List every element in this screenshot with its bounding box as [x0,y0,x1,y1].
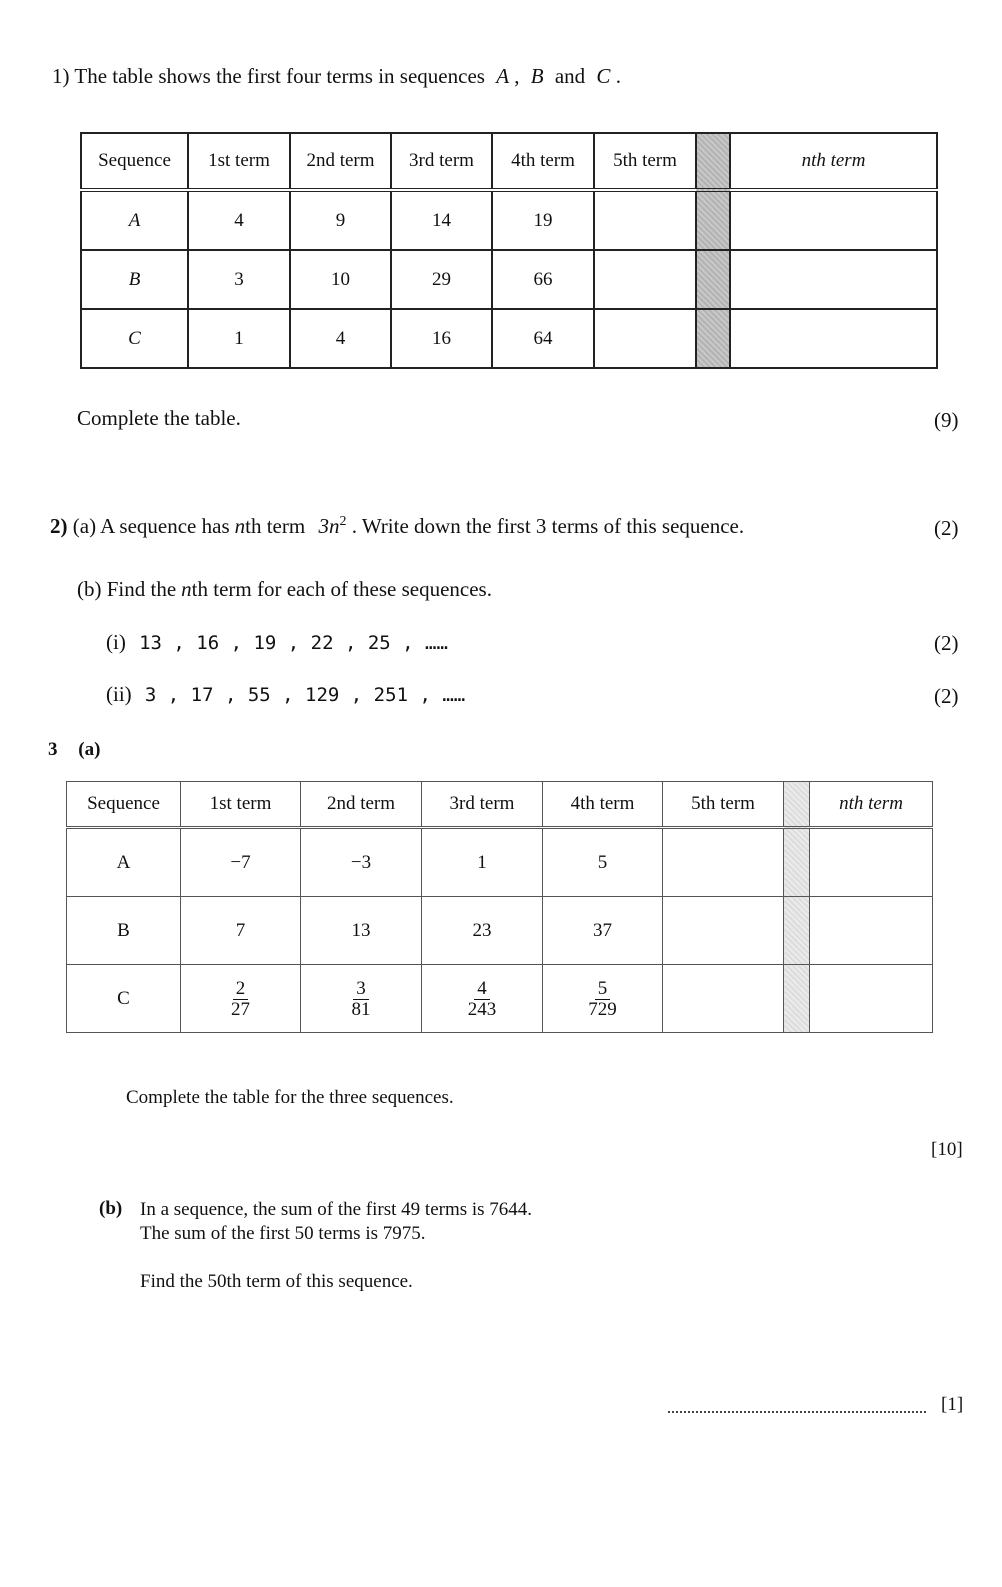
q1-answer-cell-5th[interactable] [594,190,696,250]
q1-answer-cell-5th[interactable] [594,250,696,309]
q3-sequence-table [66,781,933,1033]
q2-part-b [77,577,492,602]
q1-row-label: B [81,250,188,309]
q2-part-a-text-1: A sequence has [100,514,230,538]
fraction-denominator: 27 [231,998,250,1020]
fraction-numerator: 2 [233,979,249,1000]
q1-cell: 1 [188,309,290,368]
q1-table-row-c [81,309,937,368]
q1-period: . [615,64,621,88]
q3-number: 3 [48,739,58,760]
q1-cell: 66 [492,250,594,309]
fraction-denominator: 81 [351,998,371,1020]
q2-part-b-text-1: Find the [106,577,177,601]
q1-cell: 19 [492,190,594,250]
q3-cell: 37 [543,897,663,965]
q3-answer-cell-5th[interactable] [663,828,784,897]
q3-row-label: B [67,897,181,965]
q1-number: 1) [52,64,70,88]
q2-part-a-text-3: . Write down the first 3 terms of this sequence. [351,514,745,538]
q3-part-b-line-3: Find the 50th term of this sequence. [140,1271,413,1292]
q1-header-nth-term: nth term [730,133,937,190]
q1-shaded-cell [696,309,730,368]
q3-instruction: Complete the table for the three sequences. [126,1087,454,1108]
fraction [585,979,620,1020]
q2-part-b-label: (b) [77,577,102,601]
q3-table-row-c [67,965,933,1033]
q2-part-a-label: (a) [72,514,97,538]
q3-part-b-line-2: The sum of the first 50 terms is 7975. [140,1223,426,1244]
q3-answer-cell-5th[interactable] [663,897,784,965]
q2-expr-exponent: 2 [339,514,347,529]
q1-cell: 3 [188,250,290,309]
q3-cell: 13 [301,897,422,965]
q2-part-ii [106,682,465,707]
q1-and: and [554,64,586,88]
fraction [465,979,500,1020]
q2-expression [318,514,346,538]
q3-cell [543,965,663,1033]
q3-shaded-cell [784,897,810,965]
q3-shaded-cell [784,965,810,1033]
q2-nth-symbol: n [234,514,246,538]
q1-seq-c: C [596,64,611,88]
q3-part-a-label: (a) [78,739,101,760]
fraction-denominator: 729 [588,998,617,1020]
q3-table-row-a [67,828,933,897]
q2-expr-base: 3n [318,514,340,538]
q3-answer-line[interactable] [668,1411,926,1413]
q3-header-term-3: 3rd term [422,782,543,828]
q3-row-label: C [67,965,181,1033]
q3-header-term-1: 1st term [181,782,301,828]
q3-cell [301,965,422,1033]
q1-cell: 14 [391,190,492,250]
q1-cell: 64 [492,309,594,368]
q1-intro: The table shows the first four terms in sequences [74,64,485,88]
fraction [349,979,374,1020]
fraction [228,979,253,1020]
q3-cell: 1 [422,828,543,897]
q2-part-i-label: (i) [106,630,126,654]
q1-cell: 9 [290,190,391,250]
q1-comma: , [514,64,520,88]
q3-row-label: A [67,828,181,897]
q2-part-b-text-2: th term for each of these sequences. [191,577,492,601]
q3-answer-cell-nth[interactable] [810,897,933,965]
q1-header-term-3: 3rd term [391,133,492,190]
q1-seq-b: B [530,64,544,88]
q3-cell [181,965,301,1033]
q2-part-ii-label: (ii) [106,682,132,706]
q3-answer-cell-nth[interactable] [810,965,933,1033]
q3-cell: −7 [181,828,301,897]
q1-row-label: A [81,190,188,250]
q1-marks: (9) [934,408,959,432]
fraction-numerator: 5 [595,979,611,1000]
q3-cell: 23 [422,897,543,965]
q1-header-sequence: Sequence [81,133,188,190]
q1-cell: 4 [188,190,290,250]
q3-answer-cell-5th[interactable] [663,965,784,1033]
q2-part-a-text-2: th term [245,514,306,538]
q1-header-term-4: 4th term [492,133,594,190]
q3-table-header-row [67,782,933,828]
q2-nth-symbol: n [181,577,192,601]
q1-table-row-b [81,250,937,309]
q3-cell: 7 [181,897,301,965]
q3-part-b-label: (b) [99,1198,123,1219]
q1-answer-cell-nth[interactable] [730,309,937,368]
q3-shaded-cell [784,828,810,897]
q2-part-ii-marks: (2) [934,684,959,708]
q2-part-i-marks: (2) [934,631,959,655]
q1-seq-a: A [496,64,510,88]
q3-part-a-marks: [10] [931,1139,963,1160]
q3-header-sequence: Sequence [67,782,181,828]
q1-answer-cell-nth[interactable] [730,250,937,309]
fraction-numerator: 4 [474,979,490,1000]
fraction-numerator: 3 [353,979,369,1000]
q1-sequence-table [80,132,938,369]
q1-shaded-cell [696,190,730,250]
q1-cell: 10 [290,250,391,309]
fraction-denominator: 243 [467,998,497,1020]
q2-part-ii-sequence: 3 , 17 , 55 , 129 , 251 , …… [144,684,466,706]
q1-heading [52,64,621,89]
q3-part-b-line-1: In a sequence, the sum of the first 49 terms is 7644. [140,1199,533,1220]
q3-answer-cell-nth[interactable] [810,828,933,897]
q3-part-b-text [140,1198,532,1294]
q3-shaded-column [784,782,810,828]
q3-cell: −3 [301,828,422,897]
q1-header-term-5: 5th term [594,133,696,190]
q3-table-row-b [67,897,933,965]
q3-part-b-marks: [1] [941,1394,964,1415]
q1-instruction: Complete the table. [77,406,241,430]
q1-cell: 4 [290,309,391,368]
q3-header-term-2: 2nd term [301,782,422,828]
q1-header-term-1: 1st term [188,133,290,190]
q2-part-a-marks: (2) [934,516,959,540]
q3-header-nth-term: nth term [810,782,933,828]
q1-cell: 29 [391,250,492,309]
q3-header-term-5: 5th term [663,782,784,828]
q2-part-i [106,630,448,655]
q1-answer-cell-5th[interactable] [594,309,696,368]
q3-header-term-4: 4th term [543,782,663,828]
q2-number: 2) [50,514,68,538]
q3-cell: 5 [543,828,663,897]
q1-answer-cell-nth[interactable] [730,190,937,250]
q1-shaded-cell [696,250,730,309]
q3-cell [422,965,543,1033]
q3-heading [48,739,100,761]
q1-cell: 16 [391,309,492,368]
q1-table-header-row [81,133,937,190]
q1-header-term-2: 2nd term [290,133,391,190]
q1-table-row-a [81,190,937,250]
q2-part-a [50,514,744,539]
q1-shaded-column [696,133,730,190]
q1-row-label: C [81,309,188,368]
q2-part-i-sequence: 13 , 16 , 19 , 22 , 25 , …… [139,632,448,654]
